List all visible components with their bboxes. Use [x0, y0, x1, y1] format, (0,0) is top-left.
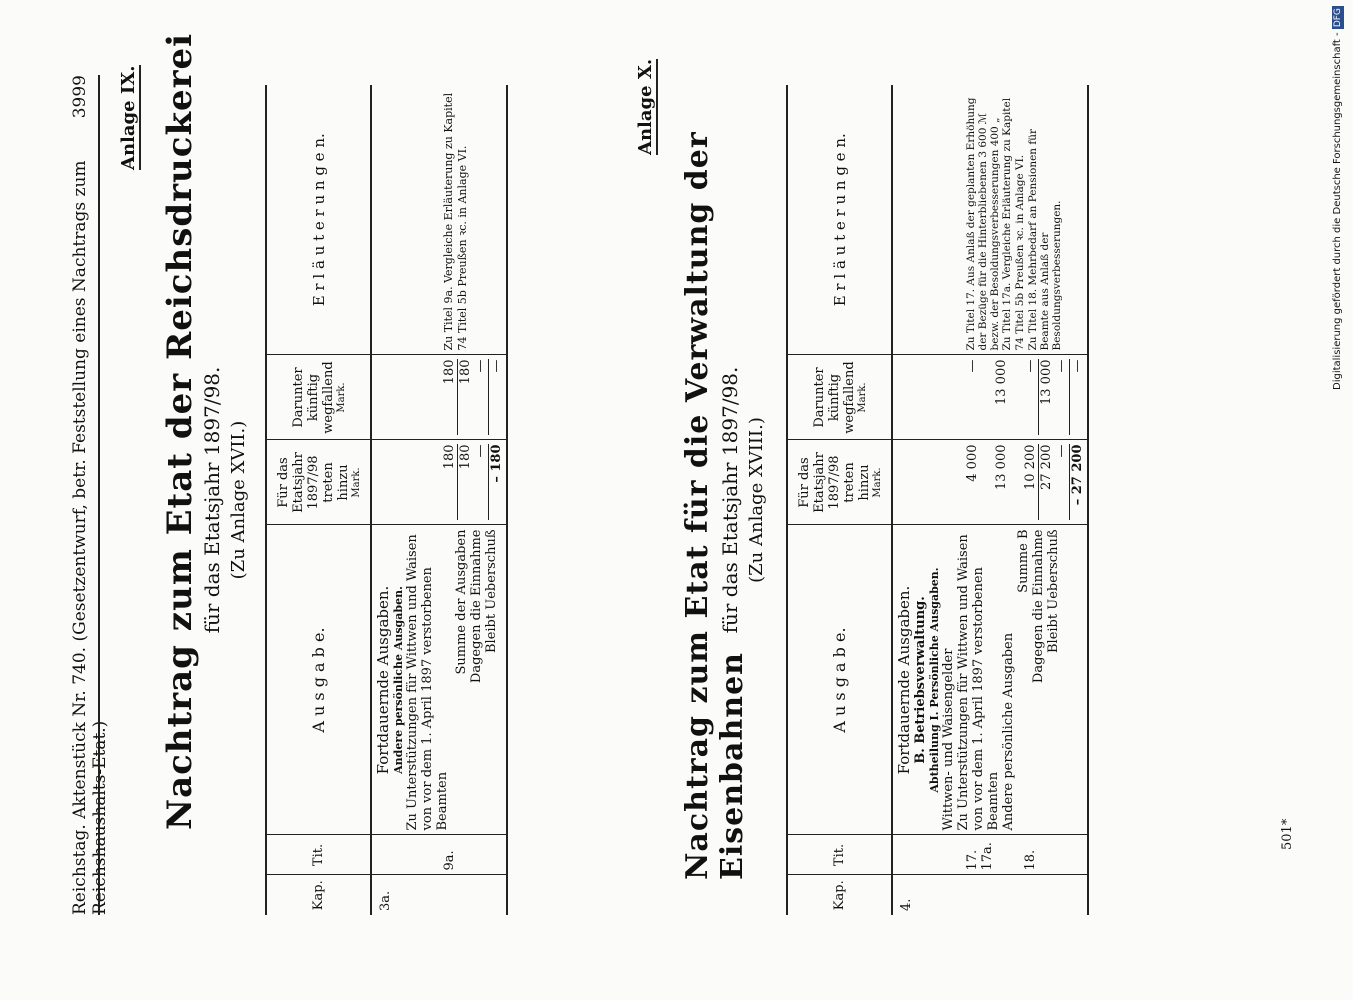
etat-values: 180 180 — – 180 [371, 440, 507, 525]
col-ausgabe: A u s g a b e. [266, 525, 371, 835]
dfg-logo: DFG [1333, 8, 1343, 28]
r18-text: Andere persönliche Ausgaben [1001, 632, 1016, 831]
notes-cell [892, 85, 1088, 355]
col-etat: Für das Etatsjahr 1897/98 treten hinzu Mark. [787, 440, 892, 525]
r17a-text: Zu Unterstützungen für Wittwen und Waisen von vor dem 1. April 1897 verstorbenen Beamten [956, 534, 1001, 831]
anlage-x-label: Anlage X. [635, 58, 656, 155]
header-title: Reichstag. Aktenstück Nr. 740. (Gesetzentwurf, betr. Feststellung eines Nachtrags zum Reichshaushalts-Etat.) [70, 160, 110, 915]
tit-value: 9a. [371, 835, 507, 875]
kap-value: 3a. [371, 875, 507, 915]
col-kap: Kap. [266, 875, 371, 915]
kap-value: 4. [892, 875, 1088, 915]
summe-label: Summe der Ausgaben [454, 529, 469, 675]
ausgabe-cell [371, 525, 507, 835]
section2-ref: (Zu Anlage XVIII.) [746, 417, 767, 583]
col-etat: Für das Etatsjahr 1897/98 treten hinzu Mark. [266, 440, 371, 525]
section1-ref: (Zu Anlage XVII.) [228, 420, 249, 580]
heading-fortdauernd: Fortdauernde Ausgaben. [374, 585, 392, 775]
col-tit: Tit. [787, 835, 892, 875]
page-number: 3999 [70, 75, 90, 119]
note-18: Zu Titel 18. Mehrbedarf an Pensionen für Beamte aus Anlaß der Besoldungsverbesserungen. [1027, 128, 1063, 351]
item-text: Zu Unterstützungen für Wittwen und Waisen von vor dem 1. April 1897 verstorbenen Beamten [405, 534, 450, 831]
col-tit: Tit. [266, 835, 371, 875]
heading-fortdauernd: Fortdauernde Ausgaben. [895, 585, 913, 775]
ausgabe-cell [892, 525, 1088, 835]
col-ausgabe: A u s g a b e. [787, 525, 892, 835]
einnahme-label: Dagegen die Einnahme [469, 529, 484, 684]
col-darunter: Darunter künftig wegfallend Mark. [787, 355, 892, 440]
r17-text: Wittwen- und Waisengelder [941, 648, 956, 831]
darunter-values: 180 180 — — [371, 355, 507, 440]
section1-title: Nachtrag zum Etat der Reichsdruckerei [160, 32, 200, 830]
bleibt-label: Bleibt Ueberschuß [484, 529, 499, 653]
section2-title: Nachtrag zum Etat für die Verwaltung der Eisenbahnen [680, 131, 750, 880]
col-erlaeuterungen: E r l ä u t e r u n g e n. [787, 85, 892, 355]
header-rule [98, 75, 100, 915]
heading-betrieb: B. Betriebsverwaltung. [913, 596, 928, 764]
col-erlaeuterungen: E r l ä u t e r u n g e n. [266, 85, 371, 355]
col-kap: Kap. [787, 875, 892, 915]
sheet-number: 501* [1280, 818, 1295, 850]
tit-values: 17. 17a. 18. [892, 835, 1088, 875]
section1-table [265, 85, 508, 915]
subheading-andere: Andere persönliche Ausgaben. [392, 586, 405, 774]
note-17a: Zu Titel 17a. Vergleiche Erläuterung zu Kapitel 74 Titel 5b Preußen ꝛc. in Anlage VI. [1001, 97, 1026, 351]
col-darunter: Darunter künftig wegfallend Mark. [266, 355, 371, 440]
running-header [70, 75, 110, 915]
digitisation-note [1330, 10, 1350, 410]
section2-table [786, 85, 1089, 915]
bleibt-label: Bleibt Ueberschuß [1046, 529, 1061, 653]
note-9a: Zu Titel 9a. Vergleiche Erläuterung zu Kapitel 74 Titel 5b Preußen ꝛc. in Anlage VI. [371, 85, 507, 355]
heading-abtheilung: Abtheilung I. Persönliche Ausgaben. [928, 567, 941, 793]
digitisation-text: Digitalisierung gefördert durch die Deutsche Forschungsgemeinschaft - [1332, 32, 1343, 390]
etat-values: 4 000 13 000 10 200 27 200 — – 27 200 [892, 440, 1088, 525]
section1-subtitle: für das Etatsjahr 1897/98. [200, 366, 224, 634]
section2-subtitle: für das Etatsjahr 1897/98. [718, 366, 742, 634]
note-17: Zu Titel 17. Aus Anlaß der geplanten Erhöhung der Bezüge für die Hinterbliebenen 3 600 ℳ bezw. der Besoldungsverbesserungen 400 „ [965, 97, 1001, 351]
anlage-ix-label: Anlage IX. [118, 65, 139, 170]
darunter-values: — 13 000 — 13 000 — — [892, 355, 1088, 440]
summe-label: Summe B [1016, 529, 1031, 593]
einnahme-label: Dagegen die Einnahme [1031, 529, 1046, 684]
